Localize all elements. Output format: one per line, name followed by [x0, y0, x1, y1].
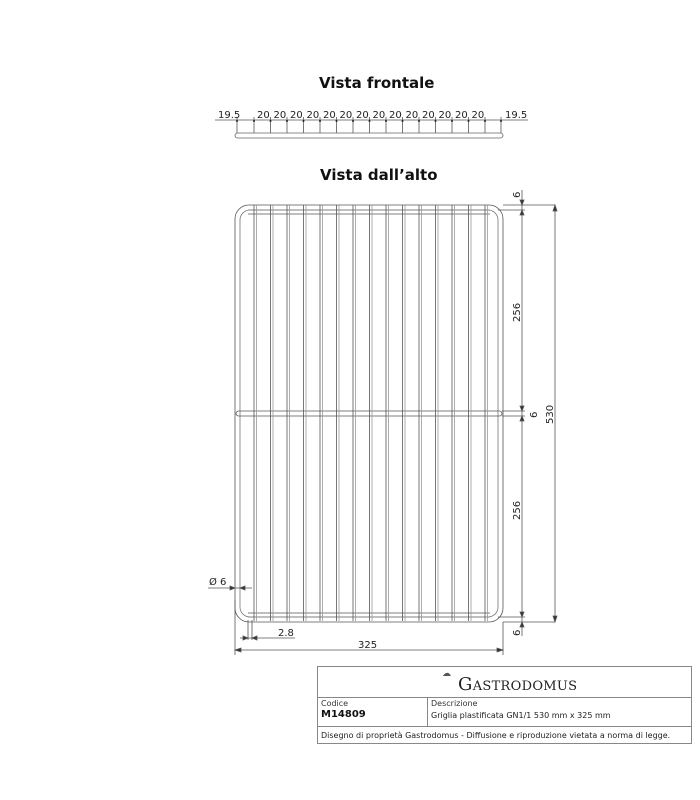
dim-bottom-margin: 6: [512, 629, 523, 636]
front-spacing-labels: [257, 110, 484, 121]
front-spacing-dim: 20: [389, 110, 402, 121]
logo-row: [318, 667, 691, 698]
dim-lower-span: 256: [512, 500, 523, 520]
front-spacing-dim: 20: [339, 110, 353, 121]
front-spacing-dim: 20: [471, 110, 485, 121]
front-edge-dim-left: 19.5: [218, 110, 241, 121]
description-label: Descrizione: [431, 699, 478, 708]
front-spacing-dim: 20: [323, 110, 336, 121]
front-spacing-dim: 20: [356, 110, 369, 121]
chef-hat-icon: ☁: [442, 669, 451, 679]
front-spacing-dim: 20: [438, 110, 452, 121]
code-label: Codice: [321, 699, 349, 708]
copyright-notice: Disegno di proprietà Gastrodomus - Diffusione e riproduzione vietata a norma di legge.: [321, 731, 671, 740]
brand-rest: ASTRODOMUS: [472, 679, 578, 694]
front-spacing-dim: 20: [372, 110, 386, 121]
front-spacing-dim: 20: [306, 110, 320, 121]
dim-upper-span: 256: [512, 302, 523, 322]
grid-bars: [254, 205, 488, 621]
top-view: [235, 205, 503, 622]
dim-center-bar: 6: [529, 411, 540, 418]
dim-wire-diameter: Ø 6: [209, 577, 227, 588]
front-spacing-dim: 20: [290, 110, 303, 121]
brand-initial: G: [458, 674, 473, 695]
center-bar: [236, 411, 502, 416]
top-view-title: Vista dall’alto: [320, 166, 438, 184]
front-rod: [235, 133, 503, 138]
title-block: [317, 666, 692, 744]
outer-frame: [235, 205, 503, 622]
dim-bar-offset: 2.8: [278, 628, 294, 639]
front-spacing-dim: 20: [455, 110, 468, 121]
dim-total-width: 325: [358, 640, 378, 651]
front-spacing-dim: 20: [405, 110, 419, 121]
front-spacing-dim: 20: [422, 110, 435, 121]
description-cell: [428, 698, 691, 726]
front-edge-dim-right: 19.5: [505, 110, 528, 121]
front-spacing-dim: 20: [273, 110, 287, 121]
front-spacing-dim: 20: [257, 110, 270, 121]
inner-frame: [240, 210, 498, 617]
dim-total-length: 530: [545, 404, 556, 424]
brand-logo: [458, 674, 577, 695]
dim-top-margin: 6: [512, 191, 523, 198]
description-value: Griglia plastificata GN1/1 530 mm x 325 mm: [431, 711, 611, 720]
front-view-title: Vista frontale: [319, 74, 435, 92]
code-value: M14809: [321, 709, 366, 720]
code-cell: [318, 698, 428, 726]
